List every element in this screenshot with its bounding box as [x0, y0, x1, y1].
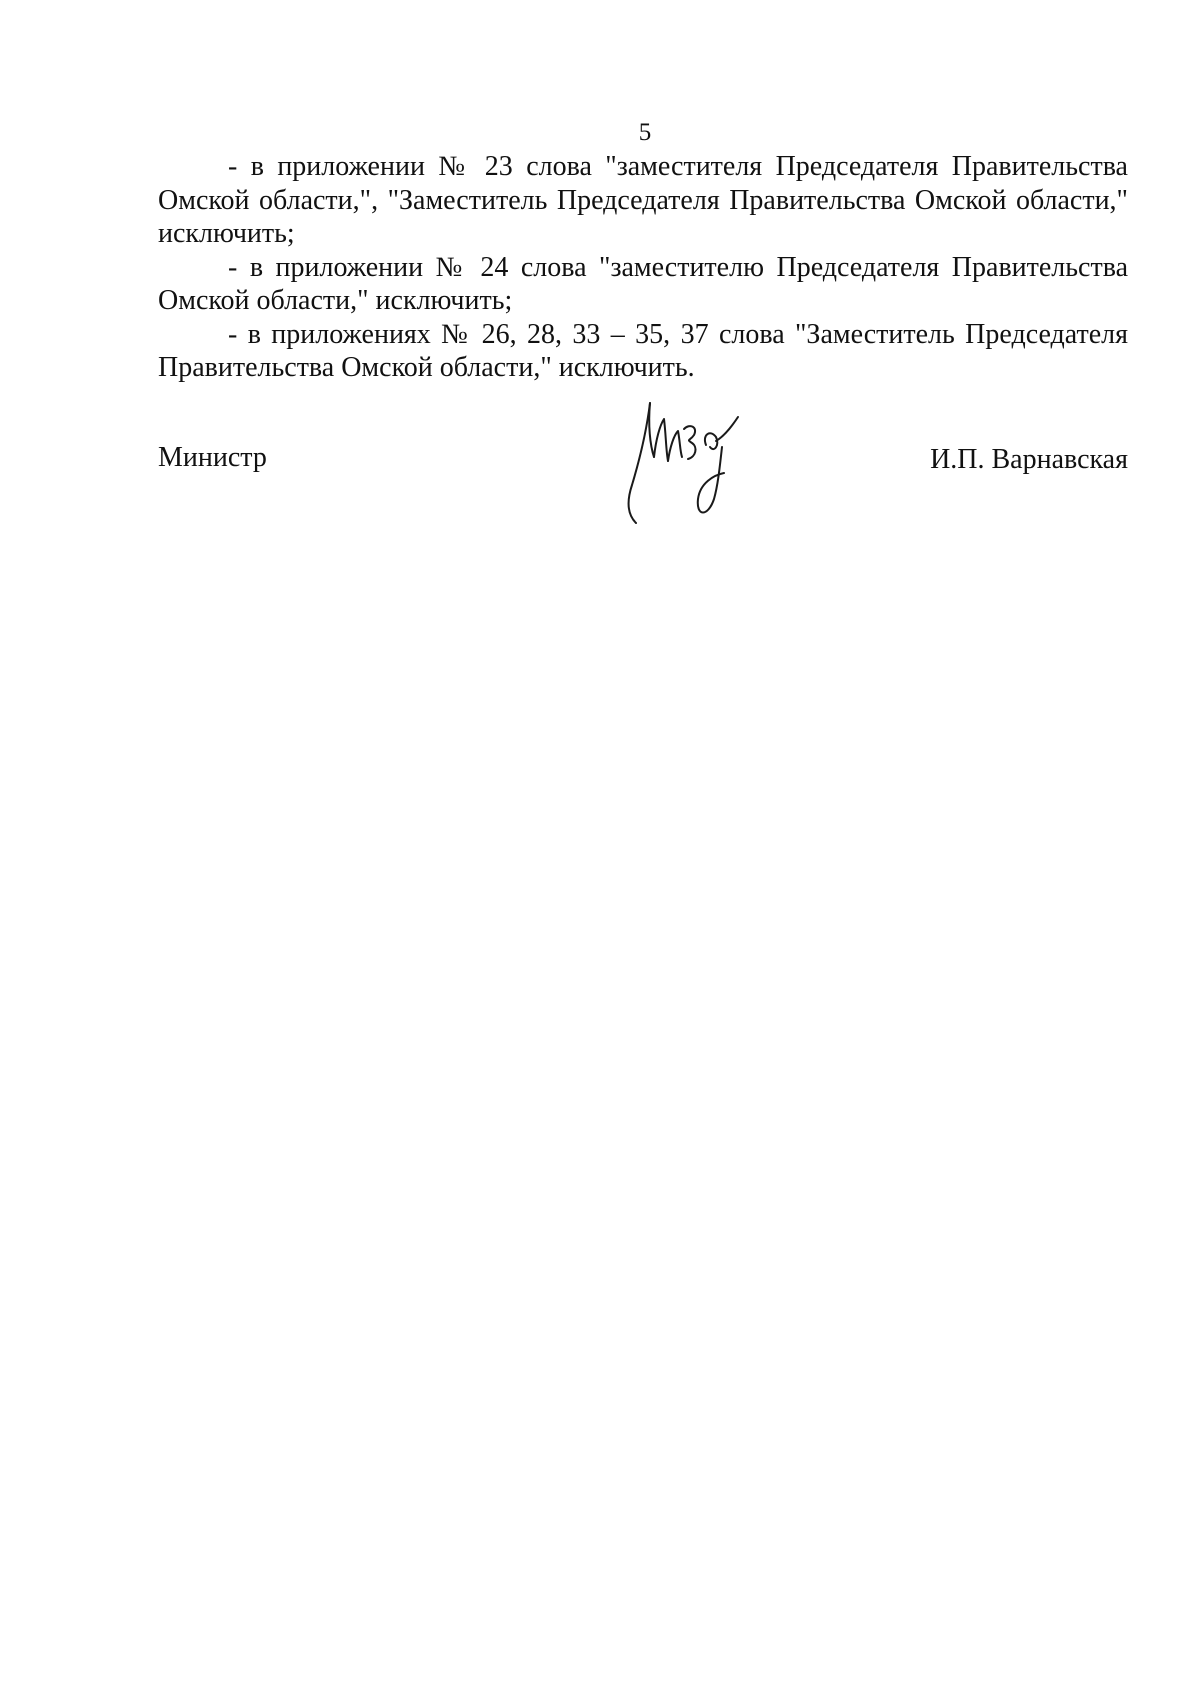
- signer-name: И.П. Варнавская: [930, 444, 1128, 475]
- page-number: 5: [638, 119, 652, 146]
- signer-position: Министр: [158, 442, 267, 473]
- document-body: [158, 150, 1128, 385]
- paragraph-appendix-24: - в приложении № 24 слова "заместителю Председателя Правительства Омской области," исключить;: [158, 251, 1128, 316]
- handwritten-signature: [598, 395, 748, 545]
- signature-block: [158, 395, 1128, 555]
- paragraph-appendix-23: - в приложении № 23 слова "заместителя Председателя Правительства Омской области,", "Заместитель Председателя Правительства Омской области," исключить;: [158, 151, 1128, 249]
- paragraph-appendices-26-37: - в приложениях № 26, 28, 33 – 35, 37 слова "Заместитель Председателя Правительства Омской области," исключить.: [158, 318, 1128, 383]
